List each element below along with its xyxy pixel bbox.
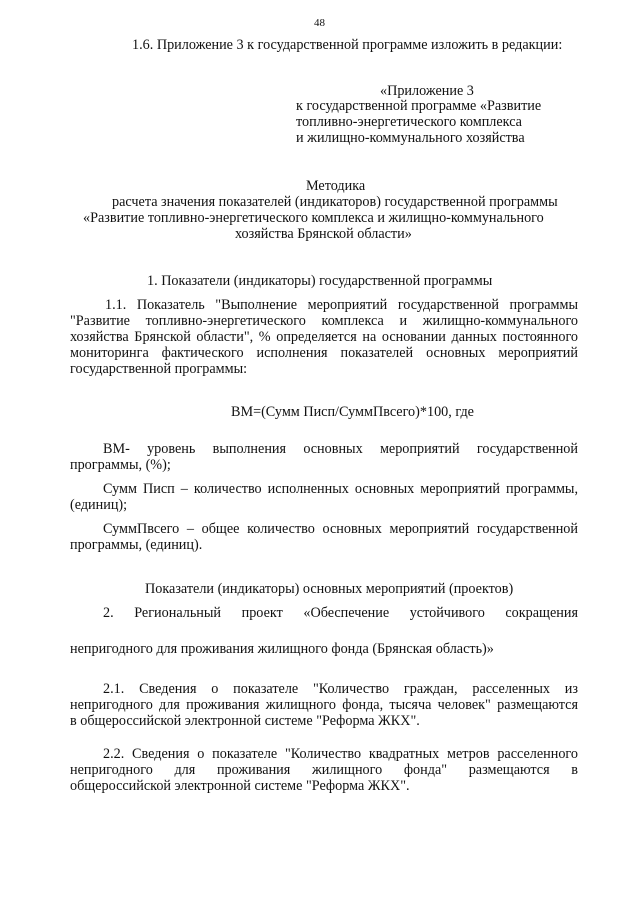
appendix-header-line: к государственной программе «Развитие xyxy=(296,98,542,114)
section2-heading: Показатели (индикаторы) основных мероприятий (проектов) xyxy=(145,581,514,597)
intro-line: 1.6. Приложение 3 к государственной программе изложить в редакции: xyxy=(132,37,563,53)
paragraph-line: непригодного для проживания жилищного фонда, тысяча человек" размещаются xyxy=(70,697,578,713)
method-title: Методика xyxy=(306,178,366,194)
paragraph-line: общероссийской электронной системе "Реформа ЖКХ". xyxy=(70,778,410,794)
definition-line: Сумм Писп – количество исполненных основных мероприятий программы, xyxy=(103,481,578,497)
definition-line: СуммПвсего – общее количество основных мероприятий государственной xyxy=(103,521,578,537)
method-subtitle-line: «Развитие топливно-энергетического комплекса и жилищно-коммунального xyxy=(83,210,544,226)
paragraph-line: "Развитие топливно-энергетического комплекса и жилищно-коммунального xyxy=(70,313,578,329)
definition-line: программы, (единиц). xyxy=(70,537,203,553)
definition-line: программы, (%); xyxy=(70,457,171,473)
paragraph-line: непригодного для проживания жилищного фонда" размещаются в xyxy=(70,762,578,778)
appendix-header-line: топливно-энергетического комплекса xyxy=(296,114,522,130)
definition-line: ВМ- уровень выполнения основных мероприятий государственной xyxy=(103,441,578,457)
paragraph-line: хозяйства Брянской области", % определяется на основании данных постоянного xyxy=(70,329,578,345)
method-subtitle-line: хозяйства Брянской области» xyxy=(235,226,412,242)
paragraph-line: 2.1. Сведения о показателе "Количество граждан, расселенных из xyxy=(103,681,578,697)
paragraph-line: непригодного для проживания жилищного фонда (Брянская область)» xyxy=(70,641,494,657)
paragraph-line: 2. Региональный проект «Обеспечение устойчивого сокращения xyxy=(103,605,578,621)
formula: ВМ=(Сумм Писп/СуммПвсего)*100, где xyxy=(231,404,474,420)
page-number: 48 xyxy=(314,17,325,29)
appendix-header-line: и жилищно-коммунального хозяйства xyxy=(296,130,525,146)
section1-heading: 1. Показатели (индикаторы) государственной программы xyxy=(147,273,493,289)
paragraph-line: мониторинга фактического исполнения показателей основных мероприятий xyxy=(70,345,578,361)
paragraph-line: в общероссийской электронной системе "Реформа ЖКХ". xyxy=(70,713,420,729)
definition-line: (единиц); xyxy=(70,497,128,513)
appendix-header-line: «Приложение 3 xyxy=(380,83,474,99)
method-subtitle-line: расчета значения показателей (индикаторов) государственной программы xyxy=(112,194,558,210)
paragraph-line: 1.1. Показатель "Выполнение мероприятий государственной программы xyxy=(105,297,578,313)
paragraph-line: государственной программы: xyxy=(70,361,248,377)
paragraph-line: 2.2. Сведения о показателе "Количество квадратных метров расселенного xyxy=(103,746,578,762)
